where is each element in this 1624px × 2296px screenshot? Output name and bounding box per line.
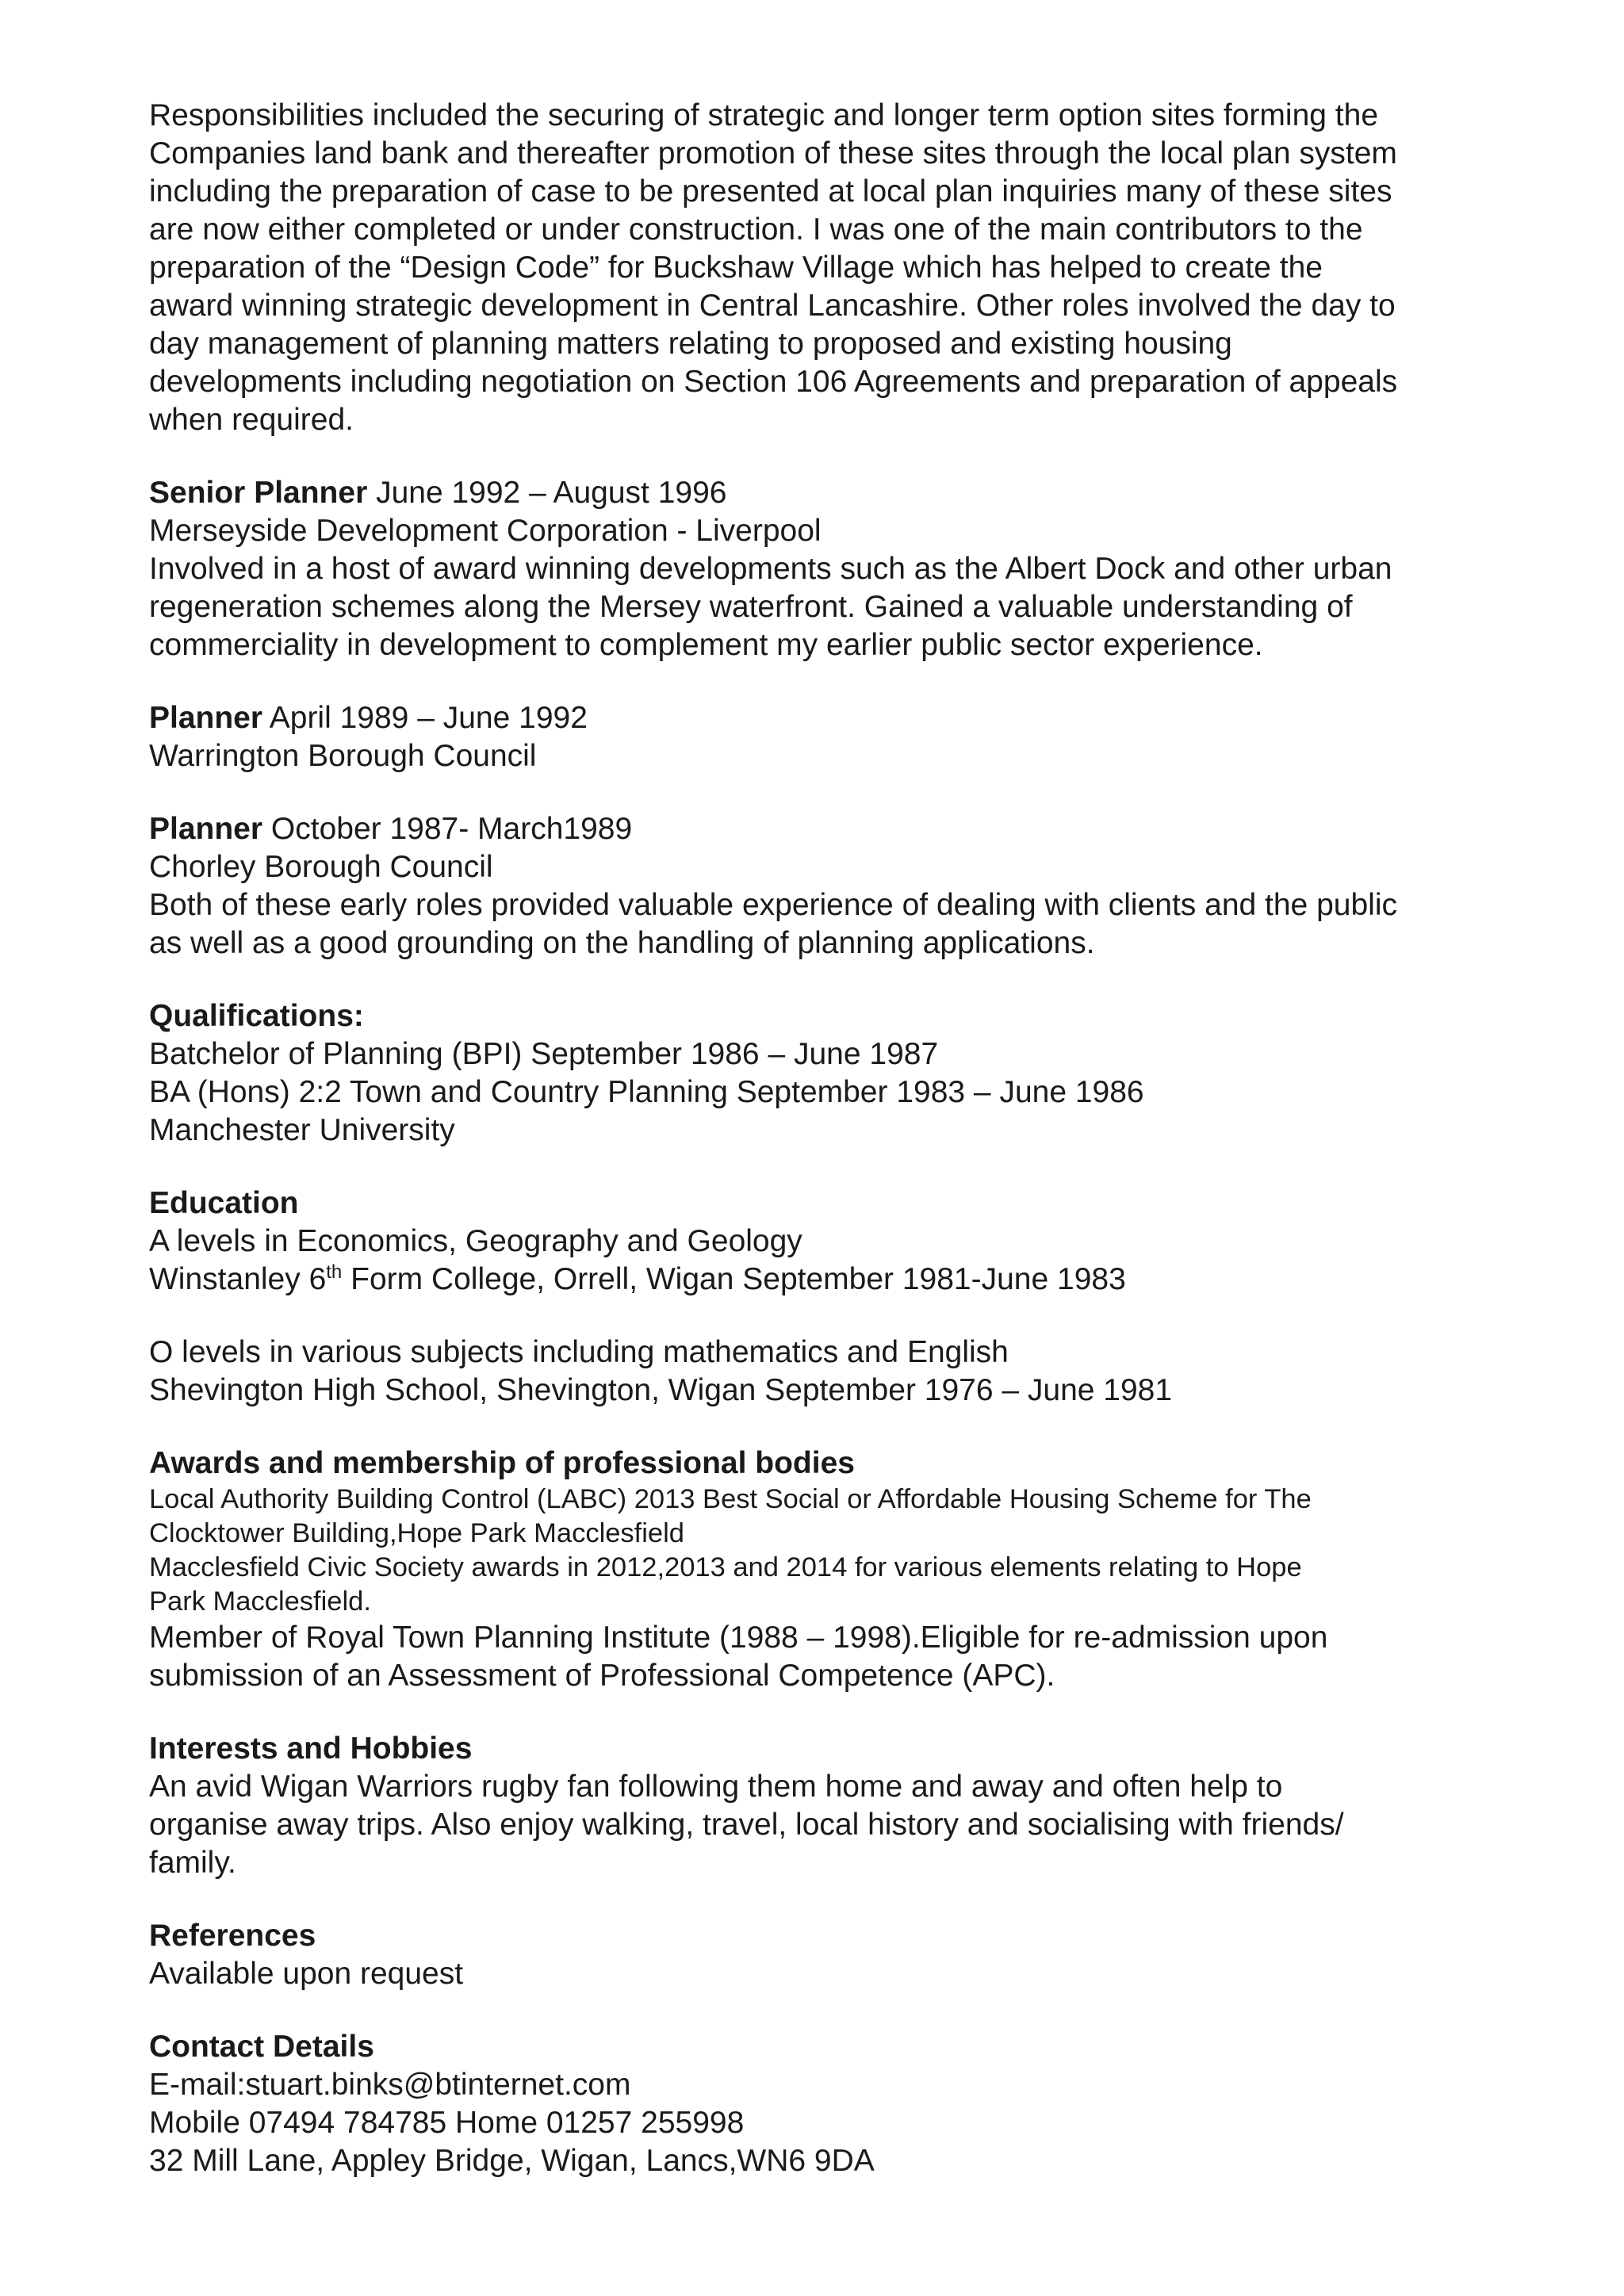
- text-line: regeneration schemes along the Mersey waterfront. Gained a valuable understanding of: [149, 590, 1353, 624]
- job-planner-warrington: [149, 699, 1497, 775]
- qualifications-section: [149, 997, 1497, 1150]
- job-heading: [149, 810, 1497, 848]
- text-line: commerciality in development to complement my earlier public sector experience.: [149, 628, 1263, 662]
- text-line: Local Authority Building Control (LABC) 2013 Best Social or Affordable Housing Scheme for The: [149, 1484, 1312, 1514]
- college-text: Winstanley 6: [149, 1262, 327, 1296]
- text-line: organise away trips. Also enjoy walking, travel, local history and socialising with friends/: [149, 1808, 1344, 1842]
- section-heading: Contact Details: [149, 2030, 374, 2064]
- contact-address: 32 Mill Lane, Appley Bridge, Wigan, Lancs,WN6 9DA: [149, 2144, 875, 2178]
- text-line: day management of planning matters relating to proposed and existing housing: [149, 327, 1232, 361]
- ordinal-superscript: th: [326, 1261, 343, 1283]
- job-employer: Warrington Borough Council: [149, 739, 537, 773]
- text-line: An avid Wigan Warriors rugby fan following them home and away and often help to: [149, 1770, 1283, 1804]
- text-line: Both of these early roles provided valuable experience of dealing with clients and the public: [149, 888, 1397, 922]
- text-line: developments including negotiation on Section 106 Agreements and preparation of appeals: [149, 365, 1398, 399]
- job-heading: [149, 474, 1497, 512]
- text-line: family.: [149, 1846, 236, 1880]
- job-employer: Merseyside Development Corporation - Liverpool: [149, 514, 822, 548]
- section-heading: Qualifications:: [149, 999, 364, 1033]
- text-line: are now either completed or under construction. I was one of the main contributors to the: [149, 212, 1363, 247]
- contact-section: [149, 2028, 1497, 2180]
- section-heading: Education: [149, 1186, 299, 1220]
- text-line: as well as a good grounding on the handling of planning applications.: [149, 926, 1095, 960]
- text-line: submission of an Assessment of Professional Competence (APC).: [149, 1659, 1055, 1693]
- section-heading: Awards and membership of professional bodies: [149, 1446, 855, 1480]
- job-dates: June 1992 – August 1996: [367, 476, 727, 510]
- job-employer: Chorley Borough Council: [149, 850, 493, 884]
- text-line: Shevington High School, Shevington, Wigan September 1976 – June 1981: [149, 1373, 1173, 1407]
- job-title: Planner: [149, 701, 263, 735]
- job-title: Planner: [149, 812, 263, 846]
- text-line: award winning strategic development in Central Lancashire. Other roles involved the day to: [149, 289, 1396, 323]
- college-text: Form College, Orrell, Wigan September 1981-June 1983: [342, 1262, 1126, 1296]
- text-line: Park Macclesfield.: [149, 1586, 371, 1617]
- section-heading: Interests and Hobbies: [149, 1732, 473, 1766]
- college-line: [149, 1261, 1497, 1299]
- job-planner-chorley: [149, 810, 1497, 962]
- contact-phones: Mobile 07494 784785 Home 01257 255998: [149, 2106, 745, 2140]
- contact-email: E-mail:stuart.binks@btinternet.com: [149, 2068, 631, 2102]
- text-line: Available upon request: [149, 1957, 464, 1991]
- interests-section: [149, 1730, 1497, 1882]
- job-title: Senior Planner: [149, 476, 368, 510]
- education-o-levels: [149, 1334, 1497, 1410]
- text-line: Involved in a host of award winning developments such as the Albert Dock and other urban: [149, 552, 1392, 586]
- education-section: [149, 1184, 1497, 1299]
- text-line: when required.: [149, 403, 354, 437]
- job-heading: [149, 699, 1497, 737]
- cv-page: [149, 97, 1497, 2215]
- job-senior-planner: [149, 474, 1497, 664]
- text-line: A levels in Economics, Geography and Geology: [149, 1224, 802, 1258]
- text-line: preparation of the “Design Code” for Buckshaw Village which has helped to create the: [149, 251, 1323, 285]
- text-line: O levels in various subjects including mathematics and English: [149, 1335, 1009, 1369]
- text-line: Manchester University: [149, 1113, 455, 1147]
- text-line: Companies land bank and thereafter promotion of these sites through the local plan system: [149, 136, 1397, 170]
- text-line: Batchelor of Planning (BPI) September 1986 – June 1987: [149, 1037, 939, 1071]
- text-line: Macclesfield Civic Society awards in 2012,2013 and 2014 for various elements relating to Hope: [149, 1552, 1302, 1582]
- text-line: including the preparation of case to be presented at local plan inquiries many of these sites: [149, 174, 1392, 209]
- job-dates: October 1987- March1989: [262, 812, 633, 846]
- text-line: Clocktower Building,Hope Park Macclesfield: [149, 1518, 684, 1548]
- text-line: Member of Royal Town Planning Institute (1988 – 1998).Eligible for re-admission upon: [149, 1621, 1328, 1655]
- references-section: [149, 1917, 1497, 1993]
- text-line: BA (Hons) 2:2 Town and Country Planning September 1983 – June 1986: [149, 1075, 1144, 1109]
- intro-paragraph: [149, 97, 1497, 439]
- awards-section: [149, 1445, 1497, 1695]
- job-dates: April 1989 – June 1992: [262, 701, 588, 735]
- text-line: Responsibilities included the securing of strategic and longer term option sites forming the: [149, 98, 1379, 132]
- section-heading: References: [149, 1919, 316, 1953]
